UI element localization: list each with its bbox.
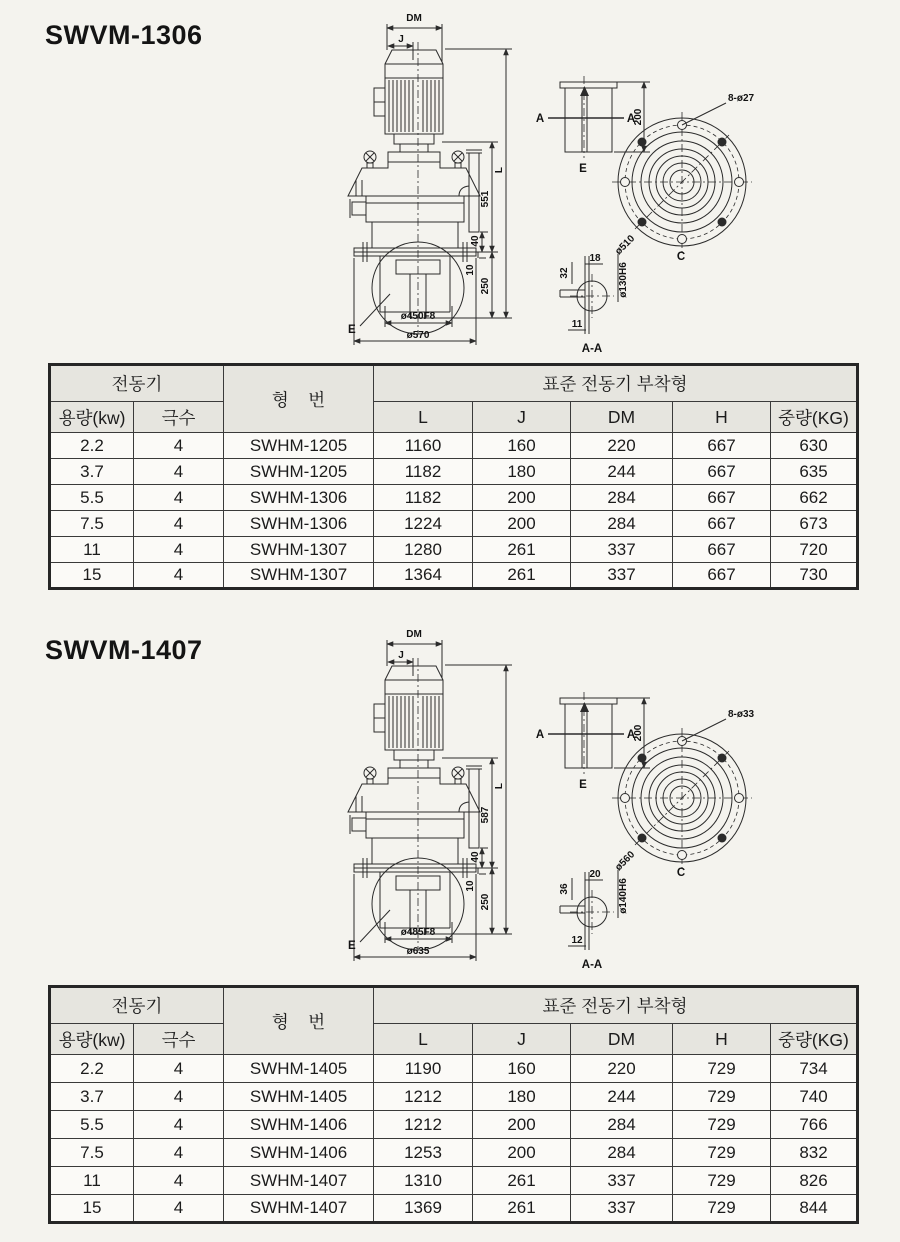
bore-dim-label: ø140H6 bbox=[618, 878, 629, 914]
cell-model: SWHM-1205 bbox=[224, 433, 374, 459]
cell-l: 1364 bbox=[374, 563, 473, 589]
cell-poles: 4 bbox=[134, 459, 224, 485]
cell-poles: 4 bbox=[134, 1055, 224, 1083]
cell-dm: 284 bbox=[571, 511, 673, 537]
header-motor-group: 전동기 bbox=[50, 987, 224, 1024]
dim-shaft-fit-label: ø485F8 bbox=[400, 927, 436, 938]
cell-dm: 244 bbox=[571, 1083, 673, 1111]
cell-model: SWHM-1406 bbox=[224, 1139, 374, 1167]
cell-weight: 832 bbox=[771, 1139, 858, 1167]
cell-model: SWHM-1307 bbox=[224, 537, 374, 563]
cell-model: SWHM-1306 bbox=[224, 485, 374, 511]
spec-table-swvm-1407 bbox=[48, 985, 859, 1224]
cell-capacity: 2.2 bbox=[50, 1055, 134, 1083]
dim-250-label: 250 bbox=[480, 277, 491, 295]
dim-40-label: 40 bbox=[470, 235, 481, 247]
cell-dm: 284 bbox=[571, 485, 673, 511]
cell-j: 200 bbox=[473, 511, 571, 537]
cell-dm: 337 bbox=[571, 563, 673, 589]
view-e-label: E bbox=[579, 163, 587, 175]
technical-drawing-swvm-1306 bbox=[330, 0, 800, 360]
header-dim-dm: DM bbox=[571, 1024, 673, 1055]
header-std-group: 표준 전동기 부착형 bbox=[374, 365, 858, 402]
section-aa-label: A-A bbox=[581, 343, 603, 355]
section-aa-label: A-A bbox=[581, 959, 603, 971]
cell-poles: 4 bbox=[134, 1167, 224, 1195]
cell-j: 261 bbox=[473, 1167, 571, 1195]
cell-capacity: 5.5 bbox=[50, 485, 134, 511]
header-dim-l: L bbox=[374, 402, 473, 433]
dim-base-dia-label: ø635 bbox=[406, 946, 430, 957]
cell-weight: 630 bbox=[771, 433, 858, 459]
cell-j: 160 bbox=[473, 433, 571, 459]
view-e-label: E bbox=[579, 779, 587, 791]
header-dim-j: J bbox=[473, 1024, 571, 1055]
table-row bbox=[50, 1139, 858, 1167]
cell-l: 1280 bbox=[374, 537, 473, 563]
cell-l: 1182 bbox=[374, 459, 473, 485]
table-row bbox=[50, 537, 858, 563]
cell-h: 729 bbox=[673, 1139, 771, 1167]
section-a-left-label: A bbox=[535, 113, 545, 125]
dim-shaft-fit-label: ø450F8 bbox=[400, 311, 436, 322]
cell-h: 667 bbox=[673, 511, 771, 537]
dim-200-label: 200 bbox=[633, 108, 644, 126]
cell-model: SWHM-1407 bbox=[224, 1167, 374, 1195]
cell-weight: 766 bbox=[771, 1111, 858, 1139]
view-c-label: C bbox=[676, 867, 686, 879]
cell-j: 200 bbox=[473, 485, 571, 511]
section-title: SWVM-1306 bbox=[45, 20, 203, 50]
table-row bbox=[50, 1111, 858, 1139]
cell-capacity: 7.5 bbox=[50, 1139, 134, 1167]
key-bottom-dim-label: 11 bbox=[571, 319, 583, 330]
cell-dm: 284 bbox=[571, 1111, 673, 1139]
dim-200-label: 200 bbox=[633, 724, 644, 742]
cell-l: 1160 bbox=[374, 433, 473, 459]
section-a-left-label: A bbox=[535, 729, 545, 741]
cell-poles: 4 bbox=[134, 511, 224, 537]
cell-poles: 4 bbox=[134, 537, 224, 563]
cell-dm: 220 bbox=[571, 1055, 673, 1083]
cell-h: 667 bbox=[673, 537, 771, 563]
cell-model: SWHM-1407 bbox=[224, 1195, 374, 1223]
cell-l: 1369 bbox=[374, 1195, 473, 1223]
cell-capacity: 7.5 bbox=[50, 511, 134, 537]
cell-capacity: 5.5 bbox=[50, 1111, 134, 1139]
header-std-group: 표준 전동기 부착형 bbox=[374, 987, 858, 1024]
header-poles: 극수 bbox=[134, 1024, 224, 1055]
dim-40-label: 40 bbox=[470, 851, 481, 863]
cell-capacity: 11 bbox=[50, 1167, 134, 1195]
cell-weight: 844 bbox=[771, 1195, 858, 1223]
cell-poles: 4 bbox=[134, 1195, 224, 1223]
header-dim-l: L bbox=[374, 1024, 473, 1055]
view-c-label: C bbox=[676, 251, 686, 263]
technical-drawing-swvm-1407 bbox=[330, 615, 800, 977]
cell-capacity: 3.7 bbox=[50, 459, 134, 485]
cell-l: 1212 bbox=[374, 1111, 473, 1139]
bore-dim-label: ø130H6 bbox=[618, 262, 629, 298]
cell-poles: 4 bbox=[134, 1111, 224, 1139]
header-model: 형 번 bbox=[224, 987, 374, 1055]
cell-dm: 337 bbox=[571, 537, 673, 563]
header-capacity: 용량(kw) bbox=[50, 1024, 134, 1055]
dim-j-label: J bbox=[398, 34, 404, 45]
table-row bbox=[50, 433, 858, 459]
bolt-callout-label: 8-ø27 bbox=[728, 93, 755, 104]
cell-j: 160 bbox=[473, 1055, 571, 1083]
dim-base-dia-label: ø570 bbox=[406, 330, 430, 341]
cell-dm: 337 bbox=[571, 1167, 673, 1195]
cell-weight: 673 bbox=[771, 511, 858, 537]
header-model: 형 번 bbox=[224, 365, 374, 433]
cell-h: 729 bbox=[673, 1167, 771, 1195]
cell-l: 1190 bbox=[374, 1055, 473, 1083]
cell-model: SWHM-1405 bbox=[224, 1083, 374, 1111]
cell-poles: 4 bbox=[134, 563, 224, 589]
cell-weight: 635 bbox=[771, 459, 858, 485]
cell-model: SWHM-1205 bbox=[224, 459, 374, 485]
cell-j: 261 bbox=[473, 537, 571, 563]
key-left-dim-label: 32 bbox=[559, 267, 570, 279]
key-bottom-dim-label: 12 bbox=[571, 935, 583, 946]
key-top-dim-label: 18 bbox=[589, 253, 601, 264]
header-dim-h: H bbox=[673, 1024, 771, 1055]
section-a-right-label: A bbox=[626, 729, 636, 741]
cell-poles: 4 bbox=[134, 1083, 224, 1111]
table-row bbox=[50, 563, 858, 589]
table-row bbox=[50, 459, 858, 485]
cell-dm: 284 bbox=[571, 1139, 673, 1167]
cell-weight: 826 bbox=[771, 1167, 858, 1195]
cell-weight: 730 bbox=[771, 563, 858, 589]
detail-e-label: E bbox=[348, 324, 356, 336]
cell-h: 729 bbox=[673, 1055, 771, 1083]
cell-dm: 220 bbox=[571, 433, 673, 459]
header-capacity: 용량(kw) bbox=[50, 402, 134, 433]
cell-capacity: 15 bbox=[50, 563, 134, 589]
dim-dm-label: DM bbox=[406, 629, 422, 640]
header-weight: 중량(KG) bbox=[771, 402, 858, 433]
table-row bbox=[50, 1055, 858, 1083]
cell-j: 261 bbox=[473, 1195, 571, 1223]
cell-weight: 662 bbox=[771, 485, 858, 511]
cell-h: 667 bbox=[673, 485, 771, 511]
dim-l-label: L bbox=[494, 166, 505, 174]
header-dim-dm: DM bbox=[571, 402, 673, 433]
cell-h: 729 bbox=[673, 1195, 771, 1223]
cell-weight: 720 bbox=[771, 537, 858, 563]
cell-capacity: 2.2 bbox=[50, 433, 134, 459]
cell-l: 1224 bbox=[374, 511, 473, 537]
header-poles: 극수 bbox=[134, 402, 224, 433]
table-row bbox=[50, 511, 858, 537]
cell-capacity: 15 bbox=[50, 1195, 134, 1223]
cell-h: 667 bbox=[673, 459, 771, 485]
dim-250-label: 250 bbox=[480, 893, 491, 911]
cell-l: 1253 bbox=[374, 1139, 473, 1167]
header-dim-h: H bbox=[673, 402, 771, 433]
cell-model: SWHM-1405 bbox=[224, 1055, 374, 1083]
cell-j: 180 bbox=[473, 459, 571, 485]
cell-h: 667 bbox=[673, 433, 771, 459]
cell-h: 729 bbox=[673, 1083, 771, 1111]
cell-poles: 4 bbox=[134, 485, 224, 511]
cell-j: 180 bbox=[473, 1083, 571, 1111]
flange-dia-label: ø560 bbox=[613, 849, 638, 874]
cell-poles: 4 bbox=[134, 1139, 224, 1167]
cell-l: 1212 bbox=[374, 1083, 473, 1111]
section-title: SWVM-1407 bbox=[45, 635, 203, 665]
section-a-right-label: A bbox=[626, 113, 636, 125]
dim-587-label: 587 bbox=[480, 806, 491, 824]
dim-10-label: 10 bbox=[465, 264, 476, 276]
header-dim-j: J bbox=[473, 402, 571, 433]
dim-j-label: J bbox=[398, 650, 404, 661]
dim-dm-label: DM bbox=[406, 13, 422, 24]
cell-capacity: 3.7 bbox=[50, 1083, 134, 1111]
detail-e-label: E bbox=[348, 940, 356, 952]
bolt-callout-label: 8-ø33 bbox=[728, 709, 755, 720]
cell-h: 667 bbox=[673, 563, 771, 589]
cell-capacity: 11 bbox=[50, 537, 134, 563]
key-left-dim-label: 36 bbox=[559, 883, 570, 895]
table-row bbox=[50, 1083, 858, 1111]
cell-dm: 244 bbox=[571, 459, 673, 485]
cell-weight: 740 bbox=[771, 1083, 858, 1111]
table-row bbox=[50, 1167, 858, 1195]
cell-l: 1182 bbox=[374, 485, 473, 511]
cell-j: 200 bbox=[473, 1139, 571, 1167]
cell-model: SWHM-1307 bbox=[224, 563, 374, 589]
cell-dm: 337 bbox=[571, 1195, 673, 1223]
cell-model: SWHM-1306 bbox=[224, 511, 374, 537]
cell-model: SWHM-1406 bbox=[224, 1111, 374, 1139]
key-top-dim-label: 20 bbox=[589, 869, 601, 880]
cell-h: 729 bbox=[673, 1111, 771, 1139]
header-weight: 중량(KG) bbox=[771, 1024, 858, 1055]
cell-poles: 4 bbox=[134, 433, 224, 459]
cell-j: 200 bbox=[473, 1111, 571, 1139]
dim-10-label: 10 bbox=[465, 880, 476, 892]
spec-table-swvm-1306 bbox=[48, 363, 859, 590]
cell-l: 1310 bbox=[374, 1167, 473, 1195]
dim-l-label: L bbox=[494, 782, 505, 790]
flange-dia-label: ø510 bbox=[613, 233, 638, 258]
dim-551-label: 551 bbox=[480, 190, 491, 208]
table-row bbox=[50, 485, 858, 511]
table-row bbox=[50, 1195, 858, 1223]
header-motor-group: 전동기 bbox=[50, 365, 224, 402]
cell-j: 261 bbox=[473, 563, 571, 589]
cell-weight: 734 bbox=[771, 1055, 858, 1083]
